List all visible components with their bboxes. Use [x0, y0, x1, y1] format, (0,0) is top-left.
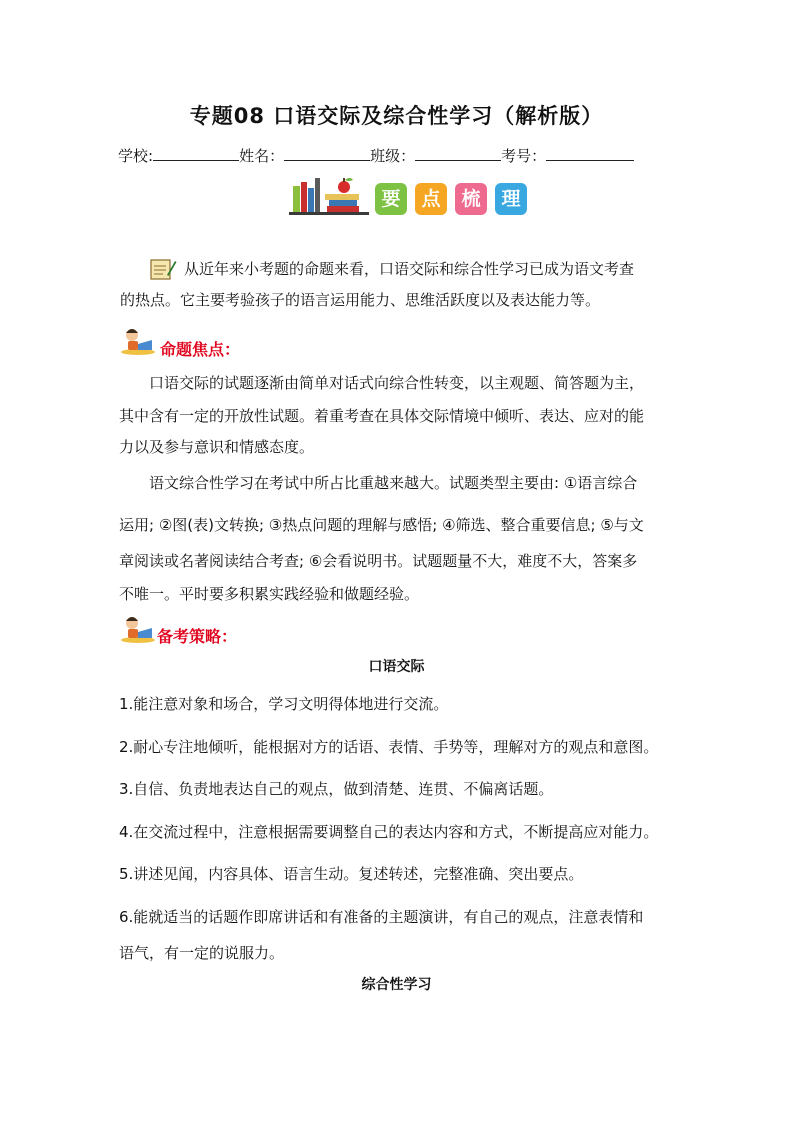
books-icon: [287, 172, 371, 218]
list-item: 6.能就适当的话题作即席讲话和有准备的主题演讲，有自己的观点，注意表情和: [119, 908, 644, 926]
notebook-pencil-icon: [149, 257, 177, 281]
focus-p2-line-1: 语文综合性学习在考试中所占比重越来越大。试题类型主要由: ①语言综合: [149, 474, 638, 492]
focus-p2-line-2: 运用; ②图(表)文转换; ③热点问题的理解与感悟; ④筛选、整合重要信息; ⑤与文: [119, 516, 644, 534]
student-info-line: [118, 145, 634, 166]
list-item: 4.在交流过程中，注意根据需要调整自己的表达内容和方式，不断提高应对能力。: [119, 823, 659, 841]
student-reading-icon: [118, 326, 156, 356]
list-item: 1.能注意对象和场合，学习文明得体地进行交流。: [119, 695, 449, 713]
school-label: 学校:: [118, 147, 154, 165]
chip-yao: 要: [375, 183, 407, 215]
comprehensive-section-title: 综合性学习: [361, 977, 432, 993]
name-blank: [284, 146, 370, 161]
focus-p1-line-3: 力以及参与意识和情感态度。: [119, 438, 315, 456]
list-item-continued: 语气，有一定的说服力。: [119, 944, 285, 962]
strategy-heading: 备考策略：: [157, 627, 238, 646]
chip-dian: 点: [415, 183, 447, 215]
exam-no-blank: [546, 146, 634, 161]
focus-p2-line-3: 章阅读或名著阅读结合考查; ⑥会看说明书。试题题量不大，难度不大，答案多: [119, 552, 638, 570]
focus-p1-line-1: 口语交际的试题逐渐由简单对话式向综合性转变，以主观题、简答题为主，: [149, 374, 645, 392]
class-blank: [415, 146, 501, 161]
page-title: 专题08 口语交际及综合性学习（解析版）: [189, 104, 604, 128]
key-points-banner: [287, 172, 527, 218]
list-item: 5.讲述见闻，内容具体、语言生动。复述转述，完整准确、突出要点。: [119, 865, 584, 883]
student-reading-icon: [118, 614, 156, 644]
oral-section-title: 口语交际: [368, 659, 425, 675]
exam-no-label: 考号：: [501, 147, 547, 165]
school-blank: [153, 146, 239, 161]
chip-shu: 梳: [455, 183, 487, 215]
intro-line-1: 从近年来小考题的命题来看，口语交际和综合性学习已成为语文考查: [184, 260, 635, 278]
focus-p2-line-4: 不唯一。平时要多积累实践经验和做题经验。: [119, 585, 420, 603]
class-label: 班级：: [370, 147, 416, 165]
intro-line-2: 的热点。它主要考验孩子的语言运用能力、思维活跃度以及表达能力等。: [120, 291, 601, 309]
list-item: 3.自信、负责地表达自己的观点，做到清楚、连贯、不偏离话题。: [119, 780, 554, 798]
focus-heading: 命题焦点：: [160, 340, 241, 359]
focus-p1-line-2: 其中含有一定的开放性试题。着重考查在具体交际情境中倾听、表达、应对的能: [119, 407, 645, 425]
list-item: 2.耐心专注地倾听，能根据对方的话语、表情、手势等，理解对方的观点和意图。: [119, 738, 659, 756]
chip-li: 理: [495, 183, 527, 215]
name-label: 姓名：: [239, 147, 285, 165]
